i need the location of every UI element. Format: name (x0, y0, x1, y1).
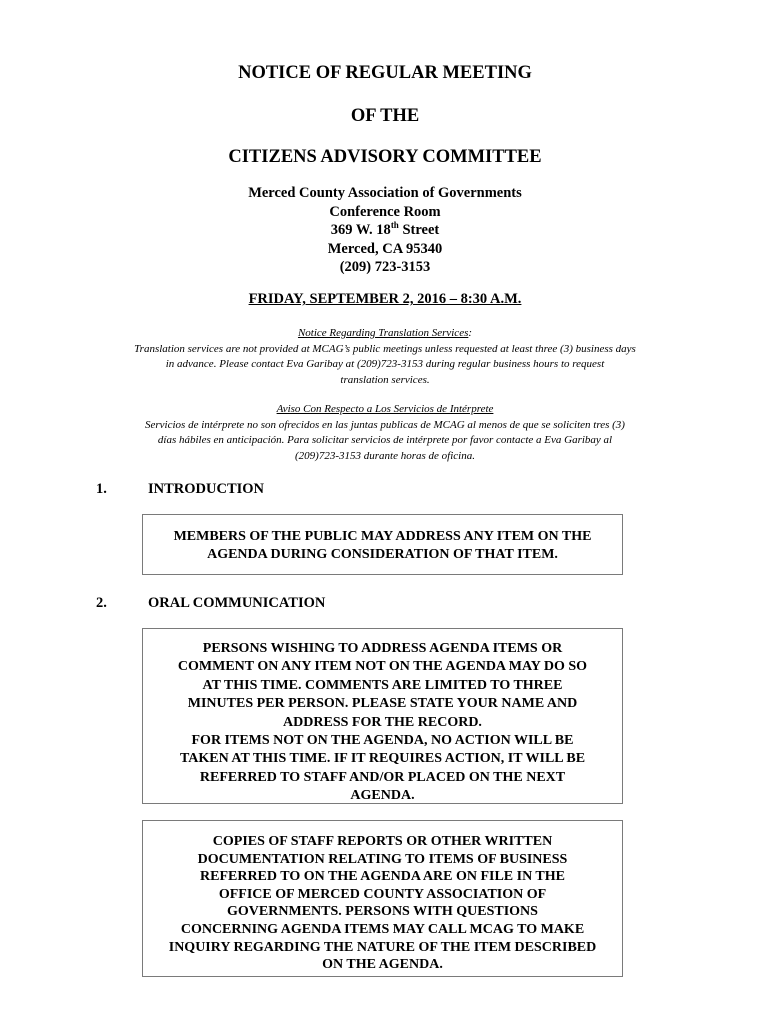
organization-name: Merced County Association of Governments (248, 185, 522, 201)
street-address (0, 221, 770, 240)
oral-communication-box (142, 628, 623, 804)
section-title-oral-communication: ORAL COMMUNICATION (148, 595, 326, 611)
box-line: ON THE AGENDA. (322, 957, 443, 973)
section-number: 1. (96, 481, 107, 497)
conference-room: Conference Room (329, 203, 441, 220)
notice-title-of-the: OF THE (350, 106, 420, 126)
spanish-notice-line: días hábiles en anticipación. Para solicitar servicios de intérprete por favor contacte a Eva Garibay al (157, 434, 613, 447)
street-number: 369 W. 18 (330, 222, 391, 239)
box-line: COMMENT ON ANY ITEM NOT ON THE AGENDA MAY DO SO (177, 659, 588, 675)
box-line: TAKEN AT THIS TIME. IF IT REQUIRES ACTION, IT WILL BE (179, 751, 586, 767)
meeting-date: FRIDAY, SEPTEMBER 2, 2016 – 8:30 A.M. (248, 291, 522, 307)
box-line: AGENDA. (350, 788, 415, 804)
spanish-notice-heading: Aviso Con Respecto a Los Servicios de Intérprete (276, 403, 494, 415)
phone-number: (209) 723-3153 (339, 259, 431, 276)
committee-name: CITIZENS ADVISORY COMMITTEE (228, 147, 542, 167)
box-line: CONCERNING AGENDA ITEMS MAY CALL MCAG TO MAKE (180, 921, 585, 937)
box-line: AT THIS TIME. COMMENTS ARE LIMITED TO THREE (202, 677, 563, 693)
notice-title: NOTICE OF REGULAR MEETING (238, 63, 532, 83)
box-line: DOCUMENTATION RELATING TO ITEMS OF BUSINESS (197, 851, 568, 867)
translation-notice-heading: Notice Regarding Translation Services (297, 327, 469, 339)
street-ordinal: th (390, 220, 399, 231)
box-line: OFFICE OF MERCED COUNTY ASSOCIATION OF (218, 886, 547, 902)
translation-notice-line: translation services. (340, 373, 430, 386)
box-line: FOR ITEMS NOT ON THE AGENDA, NO ACTION WILL BE (191, 733, 574, 749)
box-line: MEMBERS OF THE PUBLIC MAY ADDRESS ANY ITEM ON THE (173, 529, 592, 544)
box-line: ADDRESS FOR THE RECORD. (283, 714, 482, 730)
translation-notice (60, 326, 710, 388)
spanish-notice-line: (209)723-3153 durante horas de oficina. (295, 449, 475, 462)
section-number: 2. (96, 595, 107, 611)
box-line: INQUIRY REGARDING THE NATURE OF THE ITEM DESCRIBED (168, 939, 597, 955)
street-name: Street (398, 222, 440, 239)
city-state-zip: Merced, CA 95340 (327, 240, 443, 257)
introduction-box (142, 514, 623, 575)
box-line: PERSONS WISHING TO ADDRESS AGENDA ITEMS OR (202, 641, 563, 656)
spanish-notice (80, 402, 690, 464)
box-line: AGENDA DURING CONSIDERATION OF THAT ITEM. (207, 547, 558, 563)
translation-notice-line: Translation services are not provided at MCAG’s public meetings unless requested at least three (3) business days (134, 342, 636, 355)
translation-notice-line: in advance. Please contact Eva Garibay at (209)723-3153 during regular business hours to request (165, 358, 605, 371)
spanish-notice-line: Servicios de intérprete no son ofrecidos en las juntas publicas de MCAG al menos de que se soliciten tres (3) (145, 418, 625, 431)
box-line: COPIES OF STAFF REPORTS OR OTHER WRITTEN (212, 834, 553, 849)
translation-notice-colon: : (468, 327, 473, 339)
staff-reports-box (142, 820, 623, 977)
box-line: REFERRED TO ON THE AGENDA ARE ON FILE IN THE (200, 869, 565, 885)
section-title-introduction: INTRODUCTION (148, 481, 265, 497)
address-block (0, 184, 770, 277)
box-line: GOVERNMENTS. PERSONS WITH QUESTIONS (227, 904, 538, 920)
box-line: MINUTES PER PERSON. PLEASE STATE YOUR NAME AND (187, 696, 578, 712)
box-line: REFERRED TO STAFF AND/OR PLACED ON THE NEXT (199, 769, 566, 785)
